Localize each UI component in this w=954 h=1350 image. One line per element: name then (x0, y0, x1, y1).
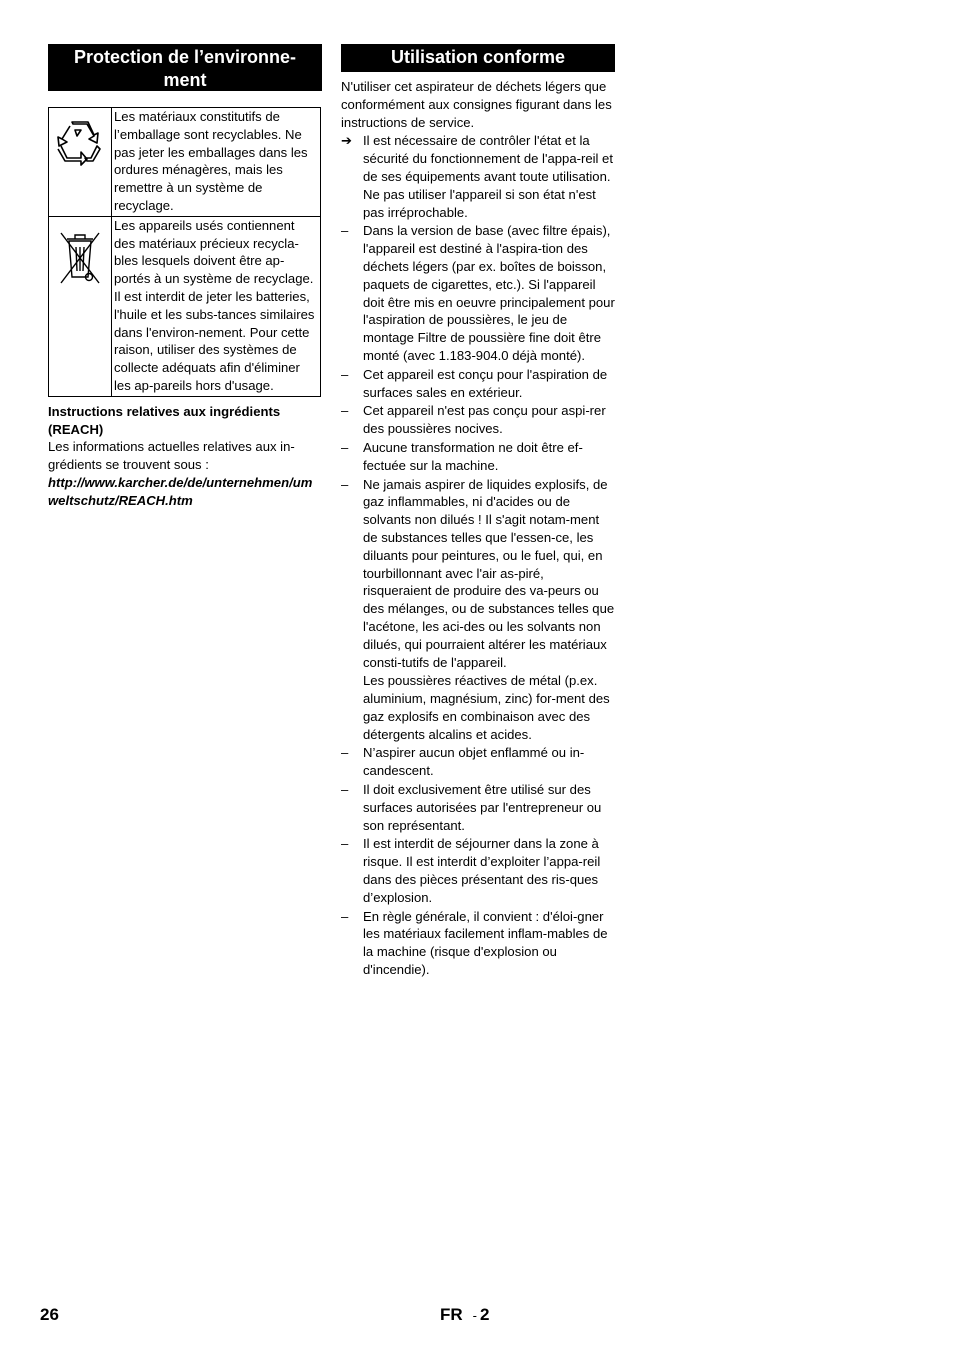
reach-link-text[interactable]: http://www.karcher.de/de/unternehmen/umweltschutz/REACH.htm (48, 474, 313, 508)
dash-marker: – (341, 836, 349, 852)
weee-text: Les appareils usés contiennent des matériaux précieux recycla-bles lesquels doivent être ap-portés à un système de recyclage. Il est interdit de jeter les batteries, l'huile et les subs-tances similaires dans l'environ-nement. Pour cette raison, utiliser des systèmes de collecte adéquats afin d'éliminer les ap-pareils hors d'usage. (112, 216, 321, 396)
list-item (341, 132, 615, 221)
section-title-environment (48, 44, 322, 91)
reach-link[interactable] (48, 474, 322, 510)
list-item-text: Ne jamais aspirer de liquides explosifs, de gaz inflammables, ni d'acides ou de solvants non dilués ! Il s'agit notam-ment de substances telles que l'essen-ce, les diluants pour peintures, ou le fuel, qui, en tourbillonnant avec l'air as-piré, risqueraient de produire des va-peurs ou des mélanges, ou de substances telles que l'acétone, les aci-des ou les solvants non dilués, qui pourraient altérer les matériaux consti-tutifs de l'appareil. (363, 476, 615, 670)
list-item-text: Cet appareil est conçu pour l'aspiration de surfaces sales en extérieur. (363, 366, 608, 400)
list-item-text: Cet appareil n'est pas conçu pour aspi-rer des poussières nocives. (363, 403, 606, 437)
icon-cell (49, 108, 112, 217)
list-item (341, 222, 615, 364)
page-number: 26 (40, 1305, 59, 1324)
list-item-text: Il doit exclusivement être utilisé sur des surfaces autorisées par l'entrepreneur ou son représentant. (363, 782, 602, 833)
list-item (341, 835, 615, 906)
crossed-out-bin-icon (55, 225, 105, 287)
list-item (341, 402, 615, 438)
dash-marker: – (341, 782, 349, 798)
recycle-icon (53, 116, 107, 170)
section-title-environment-text: Protection de l’environne- ment (73, 47, 297, 90)
list-item-text: En règle générale, il convient : d'éloi-gner les matériaux facilement inflam-mables de la machine (risque d'explosion ou d'incendie). (363, 908, 608, 978)
environment-table (48, 107, 321, 397)
list-item (341, 744, 615, 780)
language-page-label (440, 1305, 489, 1325)
table-row (49, 216, 321, 396)
dash-marker: – (341, 439, 349, 455)
list-item-text: Dans la version de base (avec filtre épais), l'appareil est destiné à l'aspira-tion des déchets légers (par ex. boîtes de boisson, paquets de cigarettes, etc.). Si l'appareil doit être mis en oeuvre principalement pour l'aspiration de poussières, le jeu de montage Filtre de poussière fine doit être monté (avec 1.183-904.0 déjà monté). (363, 223, 615, 363)
sub-paragraph: Les poussières réactives de métal (p.ex. aluminium, magnésium, zinc) for-ment des gaz explosifs en combinaison avec des détergents alcalins et acides. (363, 673, 610, 742)
list-item (341, 908, 615, 979)
dash-marker: – (341, 403, 349, 419)
section-title-usage: Utilisation conforme (341, 44, 615, 72)
list-item (341, 476, 615, 672)
sub-page-number: 2 (480, 1305, 490, 1324)
list-item-text: Aucune transformation ne doit être ef-fectuée sur la machine. (363, 439, 583, 473)
recycle-text: Les matériaux constitutifs de l’emballage sont recyclables. Ne pas jeter les emballages dans les ordures ménagères, mais les remettre à un système de recyclage. (112, 108, 321, 217)
list-item-text: N’aspirer aucun objet enflammé ou in-candescent. (363, 745, 585, 779)
dash-marker: – (341, 908, 349, 924)
left-column (48, 44, 322, 510)
right-column (341, 44, 615, 979)
intro-paragraph: N'utiliser cet aspirateur de déchets légers que conformément aux consignes figurant dans les instructions de service. (341, 79, 612, 130)
reach-heading: Instructions relatives aux ingrédients (REACH) (48, 403, 281, 437)
table-row (49, 108, 321, 217)
arrow-icon: ➔ (341, 133, 352, 149)
separator-dash: - (472, 1308, 478, 1323)
language-code: FR (440, 1305, 463, 1324)
list-item (341, 781, 615, 834)
dash-marker: – (341, 366, 349, 382)
reach-text: Les informations actuelles relatives aux in-grédients se trouvent sous : (48, 439, 295, 473)
dash-marker: – (341, 476, 349, 492)
list-item-text: Il est nécessaire de contrôler l'état et la sécurité du fonctionnement de l'appa-reil et de ses équipements avant toute utilisation. Ne pas utiliser l'appareil si son état n'est pas irréprochable. (363, 133, 613, 220)
dash-marker: – (341, 745, 349, 761)
dash-marker: – (341, 223, 349, 239)
list-item (341, 439, 615, 475)
list-item-text: Il est interdit de séjourner dans la zone à risque. Il est interdit d’exploiter l’appa-reil dans des pièces présentant des ris-ques d’explosion. (363, 836, 601, 905)
list-item (341, 366, 615, 402)
icon-cell (49, 216, 112, 396)
